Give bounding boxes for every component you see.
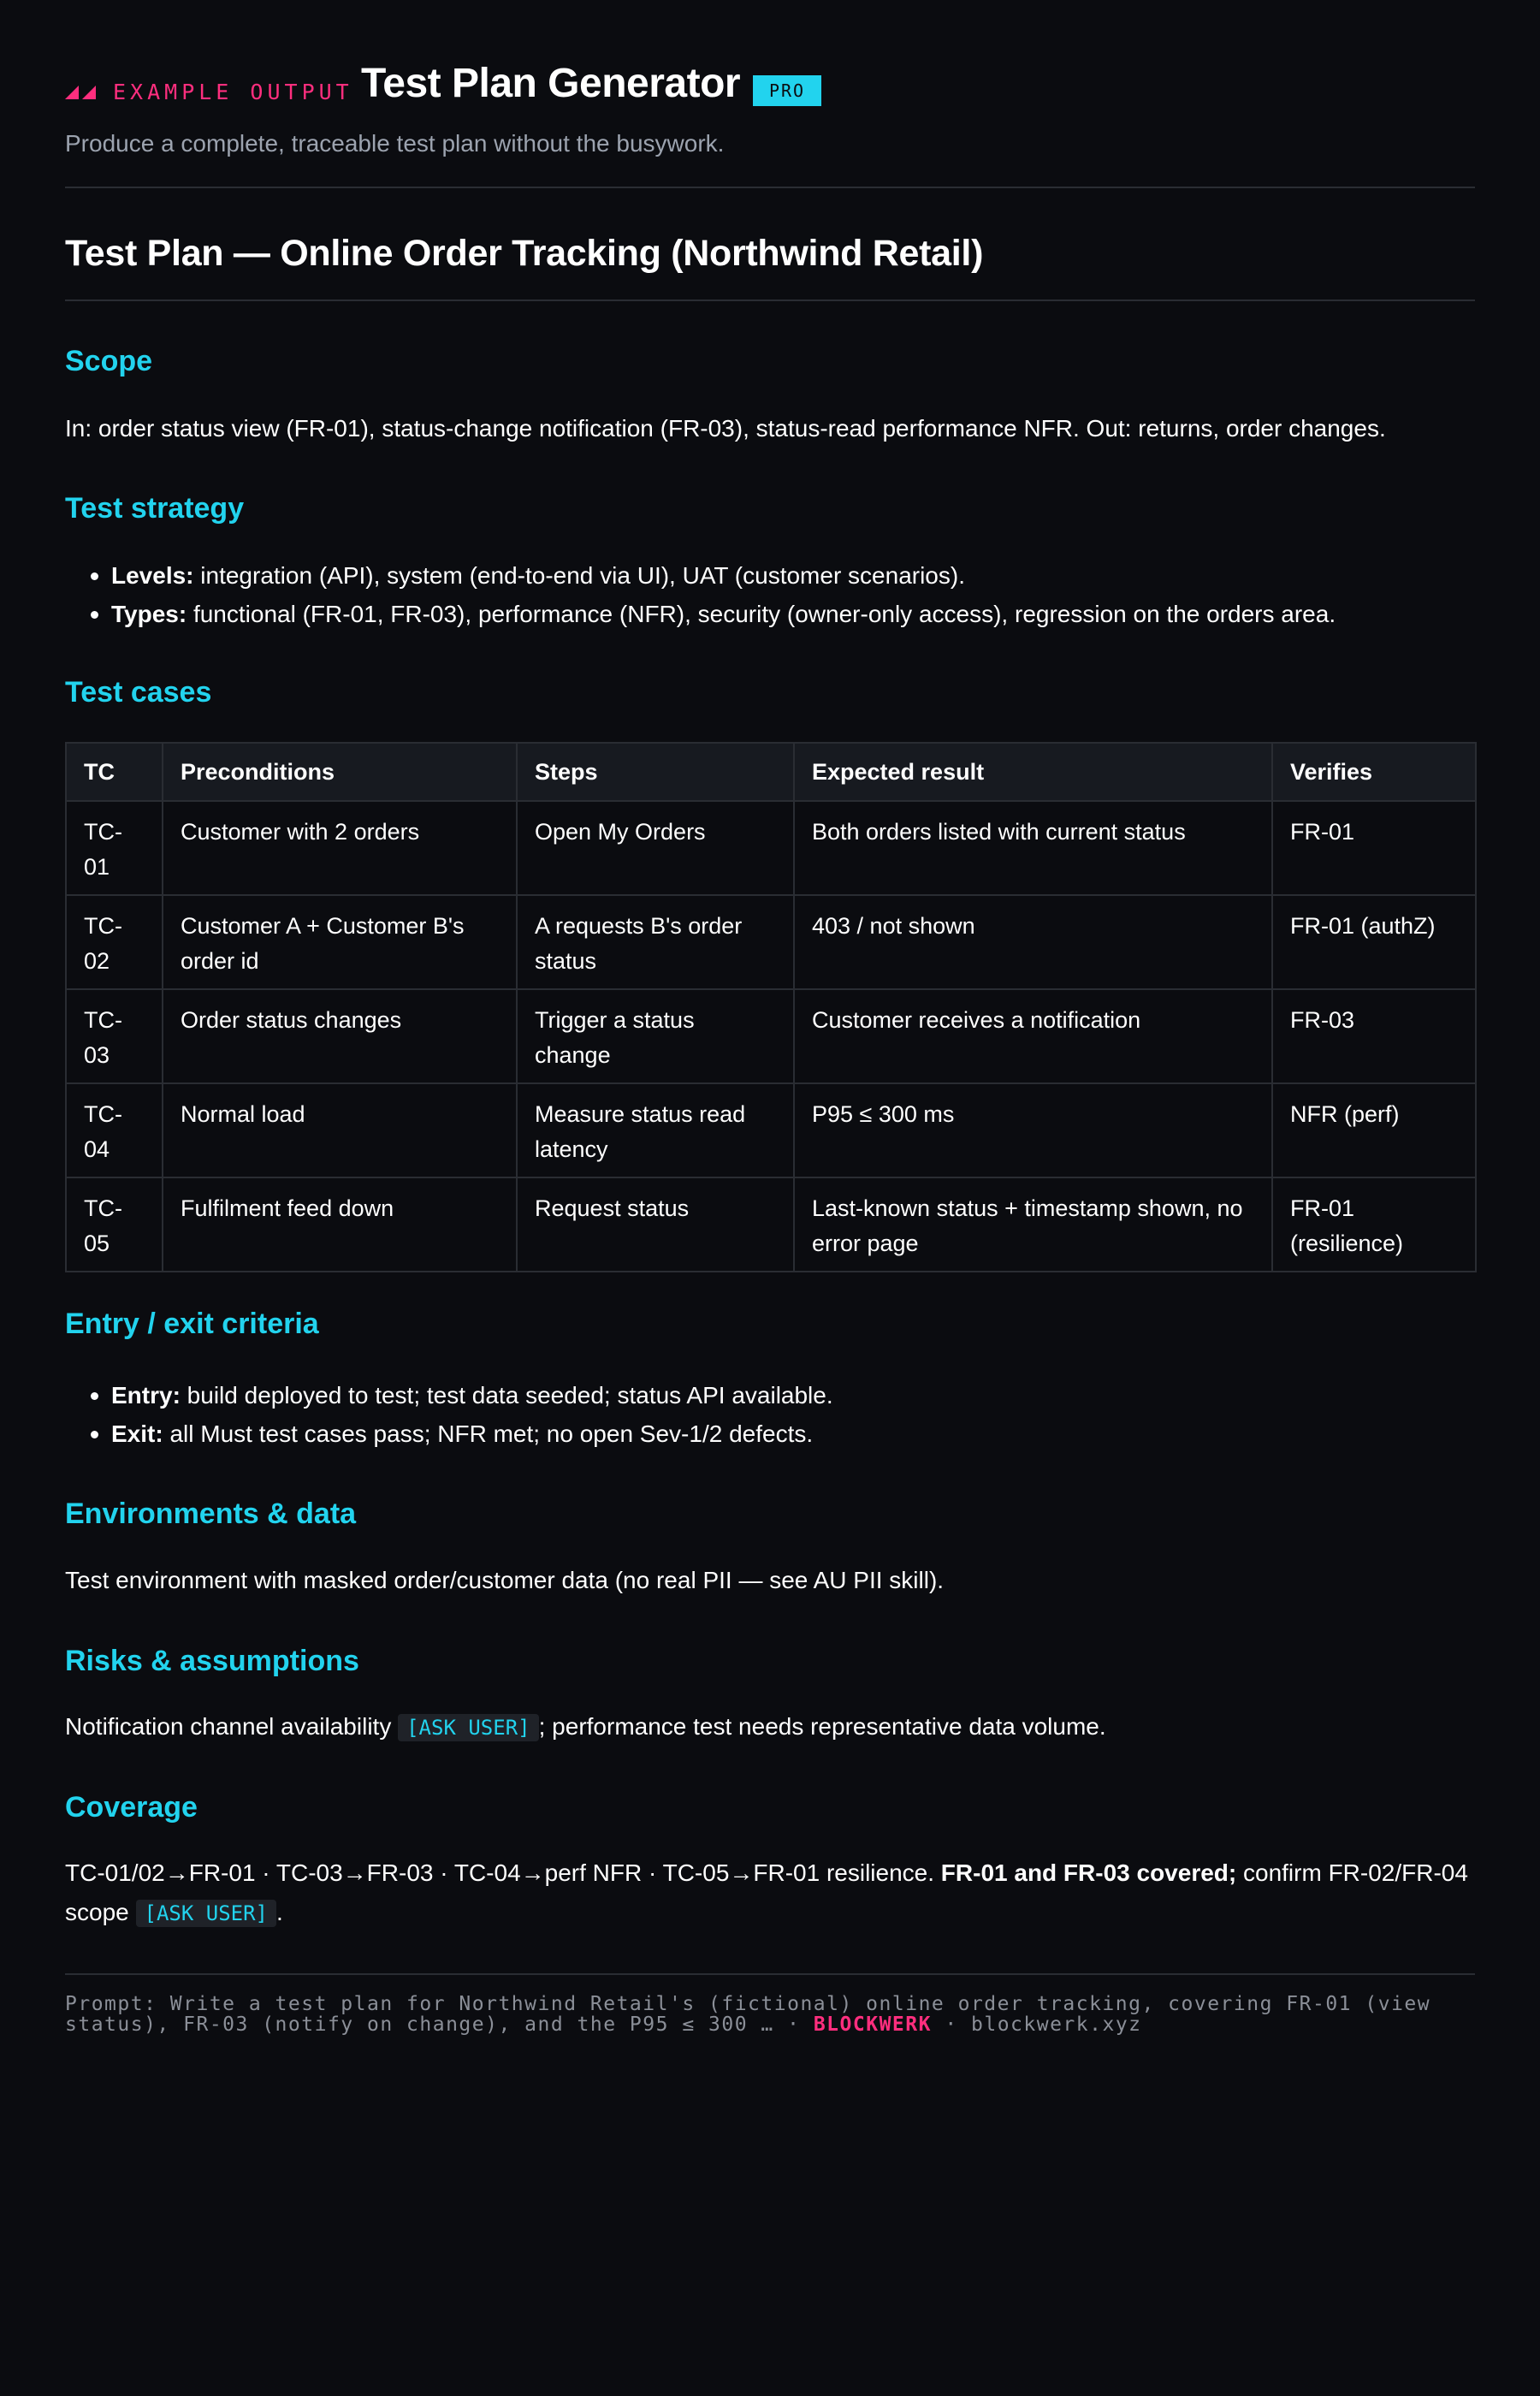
footer	[65, 1994, 1475, 2035]
footer-separator: ·	[787, 2013, 801, 2036]
environments-text: Test environment with masked order/customer data (no real PII — see AU PII skill).	[65, 1567, 945, 1593]
strategy-list	[111, 556, 1475, 633]
table-cell: FR-01	[1272, 801, 1476, 895]
column-header: Steps	[517, 743, 794, 801]
coverage-heading: Coverage	[65, 1791, 198, 1824]
risks-text-after: ; performance test needs representative data volume.	[538, 1713, 1106, 1740]
list-item	[111, 556, 1475, 595]
list-item-label: Types:	[111, 601, 187, 627]
list-item-label: Levels:	[111, 562, 194, 589]
table-cell: Trigger a status change	[517, 989, 794, 1083]
footer-prompt: Prompt: Write a test plan for Northwind Retail's (fictional) online order tracking, covering FR-01 (view status), FR-03 (notify on change), and the P95 ≤ 300 …	[65, 1993, 1431, 2036]
column-header: Verifies	[1272, 743, 1476, 801]
risks-text	[65, 1707, 1475, 1747]
table-cell: Customer with 2 orders	[163, 801, 517, 895]
table-row	[66, 1177, 1476, 1272]
table-row	[66, 895, 1476, 989]
column-header: TC	[66, 743, 163, 801]
brand-triangles-icon	[65, 86, 96, 99]
footer-divider	[65, 1973, 1475, 1975]
table-cell: TC-02	[66, 895, 163, 989]
table-cell: Measure status read latency	[517, 1083, 794, 1177]
list-item	[111, 1376, 1475, 1414]
risks-text-before: Notification channel availability	[65, 1713, 399, 1740]
coverage-text-end: .	[276, 1899, 283, 1925]
test-cases-table	[65, 742, 1477, 1272]
environments-heading: Environments & data	[65, 1498, 357, 1530]
list-item	[111, 1414, 1475, 1453]
pro-badge: PRO	[753, 75, 821, 106]
column-header: Expected result	[794, 743, 1272, 801]
table-cell: Open My Orders	[517, 801, 794, 895]
scope-text: In: order status view (FR-01), status-change notification (FR-03), status-read performance NFR. Out: returns, order changes.	[65, 415, 1386, 442]
table-header-row	[66, 743, 1476, 801]
coverage-bold: FR-01 and FR-03 covered;	[940, 1859, 1237, 1886]
table-cell: Last-known status + timestamp shown, no error page	[794, 1177, 1272, 1272]
table-cell: 403 / not shown	[794, 895, 1272, 989]
table-cell: P95 ≤ 300 ms	[794, 1083, 1272, 1177]
table-row	[66, 1083, 1476, 1177]
table-cell: Customer A + Customer B's order id	[163, 895, 517, 989]
risks-heading: Risks & assumptions	[65, 1645, 359, 1677]
eyebrow-label: EXAMPLE OUTPUT	[113, 80, 353, 104]
table-cell: Request status	[517, 1177, 794, 1272]
document-title: Test Plan — Online Order Tracking (Northwind Retail)	[65, 233, 984, 274]
header-divider	[65, 187, 1475, 188]
test-cases-heading: Test cases	[65, 676, 212, 709]
table-cell: TC-01	[66, 801, 163, 895]
list-item-text: all Must test cases pass; NFR met; no open Sev-1/2 defects.	[163, 1420, 814, 1447]
strategy-heading: Test strategy	[65, 492, 245, 525]
ask-user-tag: [ASK USER]	[136, 1900, 277, 1927]
table-cell: A requests B's order status	[517, 895, 794, 989]
list-item	[111, 595, 1475, 633]
list-item-label: Exit:	[111, 1420, 163, 1447]
table-cell: FR-01 (authZ)	[1272, 895, 1476, 989]
table-cell: TC-04	[66, 1083, 163, 1177]
table-cell: TC-05	[66, 1177, 163, 1272]
table-cell: Customer receives a notification	[794, 989, 1272, 1083]
app-title: Test Plan Generator	[361, 61, 741, 106]
table-cell: Fulfilment feed down	[163, 1177, 517, 1272]
list-item-text: build deployed to test; test data seeded; status API available.	[180, 1382, 833, 1409]
table-cell: Normal load	[163, 1083, 517, 1177]
list-item-text: integration (API), system (end-to-end via UI), UAT (customer scenarios).	[193, 562, 965, 589]
table-cell: FR-01 (resilience)	[1272, 1177, 1476, 1272]
column-header: Preconditions	[163, 743, 517, 801]
tagline: Produce a complete, traceable test plan without the busywork.	[65, 130, 725, 157]
table-row	[66, 989, 1476, 1083]
table-cell: NFR (perf)	[1272, 1083, 1476, 1177]
footer-brand: BLOCKWERK	[813, 2013, 932, 2036]
header	[65, 60, 1475, 111]
table-row	[66, 801, 1476, 895]
scope-heading: Scope	[65, 345, 153, 377]
footer-site-link[interactable]: · blockwerk.xyz	[945, 2013, 1142, 2036]
coverage-text-before: TC-01/02→FR-01 · TC-03→FR-03 · TC-04→perf NFR · TC-05→FR-01 resilience.	[65, 1859, 941, 1886]
title-divider	[65, 300, 1475, 301]
table-cell: TC-03	[66, 989, 163, 1083]
ask-user-tag: [ASK USER]	[398, 1714, 539, 1741]
criteria-list	[111, 1376, 1475, 1453]
coverage-text-after: confirm FR-02/FR-04 scope	[65, 1859, 1468, 1925]
coverage-text	[65, 1853, 1475, 1933]
table-cell: Both orders listed with current status	[794, 801, 1272, 895]
table-cell: Order status changes	[163, 989, 517, 1083]
list-item-text: functional (FR-01, FR-03), performance (NFR), security (owner-only access), regression on the orders area.	[187, 601, 1336, 627]
table-cell: FR-03	[1272, 989, 1476, 1083]
criteria-heading: Entry / exit criteria	[65, 1308, 319, 1340]
list-item-label: Entry:	[111, 1382, 181, 1409]
